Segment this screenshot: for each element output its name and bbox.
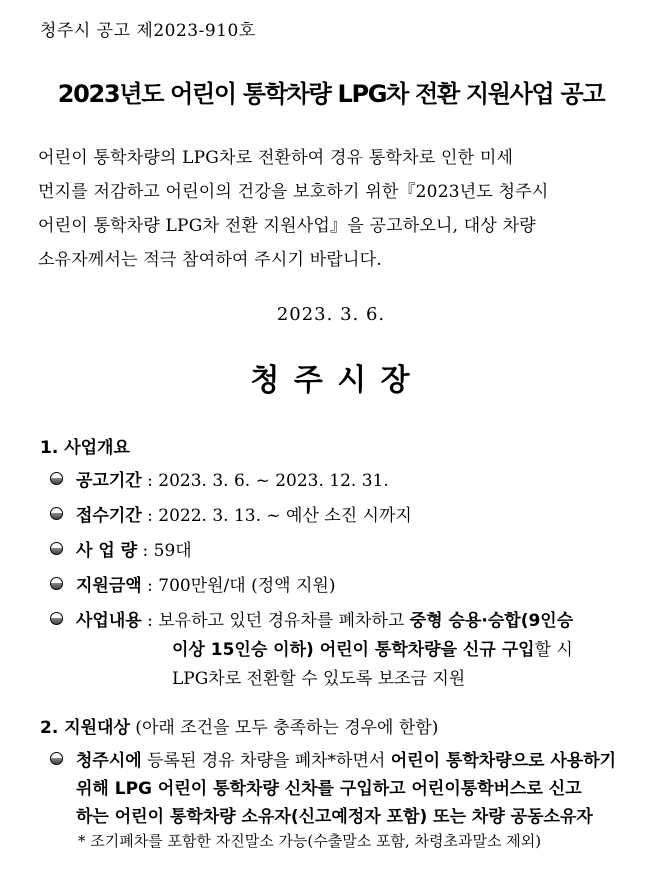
list-item [76,466,389,491]
item-label: 접수기간 [76,506,142,526]
footnote: * 조기폐차를 포함한 자진말소 가능(수출말소 포함, 차령초과말소 제외) [78,832,542,850]
list-item-business [76,606,573,631]
bullet-icon [50,507,63,520]
intro-line: 어린이 통학차량 LPG차 전환 지원사업』을 공고하오니, 대상 차량 [38,216,536,236]
item-value: 59대 [153,541,192,561]
item-value: 2023. 3. 6. ~ 2023. 12. 31. [158,471,389,491]
item-label: 공고기간 [76,471,142,491]
item-label: 지원금액 [76,576,142,596]
item-separator: : [141,471,159,491]
item-separator: : [137,541,154,561]
section-heading [40,713,438,738]
item-separator: : [141,611,159,631]
item-value: 할 시 [534,640,573,660]
target-text: 등록된 경유 차량을 폐차*하면서 [141,751,391,771]
business-line [172,635,573,660]
issuer-name: 청 주 시 장 [250,363,412,398]
section-heading-text: 2. 지원대상 [40,718,130,738]
notice-number: 청주시 공고 제2023-910호 [40,21,256,41]
item-label: 사 업 량 [76,541,138,561]
bullet-icon [50,542,63,555]
item-label: 사업내용 [76,611,142,631]
section-condition: (아래 조건을 모두 충족하는 경우에 한함) [129,718,439,738]
item-value: 보유하고 있던 경유차를 폐차하고 [158,611,410,631]
target-line: 하는 어린이 통학차량 소유자(신고예정자 포함) 또는 차량 공동소유자 [76,807,593,827]
intro-line: 먼지를 저감하고 어린이의 건강을 보호하기 위한『2023년도 청주시 [38,182,549,202]
list-item [76,501,412,526]
bullet-icon [50,472,63,485]
intro-line: 어린이 통학차량의 LPG차로 전환하여 경유 통학차로 인한 미세 [38,148,514,168]
item-separator: : [141,576,159,596]
item-value: 2022. 3. 13. ~ 예산 소진 시까지 [158,506,412,526]
target-line [76,746,616,771]
item-value-bold: 중형 승용·승합(9인승 [409,611,574,631]
business-line: LPG차로 전환할 수 있도록 보조금 지원 [172,669,466,689]
page-title: 2023년도 어린이 통학차량 LPG차 전환 지원사업 공고 [57,80,605,108]
section-heading: 1. 사업개요 [40,438,130,458]
target-line: 위해 LPG 어린이 통학차량 신차를 구입하고 어린이통학버스로 신고 [76,779,582,799]
item-value-bold: 이상 15인승 이하) 어린이 통학차량을 신규 구입 [172,640,535,660]
item-value: 700만원/대 (정액 지원) [158,576,336,596]
item-separator: : [141,506,159,526]
bullet-icon [50,612,63,625]
target-bold: 청주시에 [76,751,142,771]
intro-line: 소유자께서는 적극 참여하여 주시기 바랍니다. [38,250,382,270]
bullet-icon [50,577,63,590]
announcement-date: 2023. 3. 6. [276,304,386,325]
bullet-icon [50,752,63,765]
list-item [76,571,335,596]
target-bold: 어린이 통학차량으로 사용하기 [390,751,617,771]
list-item [76,536,192,561]
